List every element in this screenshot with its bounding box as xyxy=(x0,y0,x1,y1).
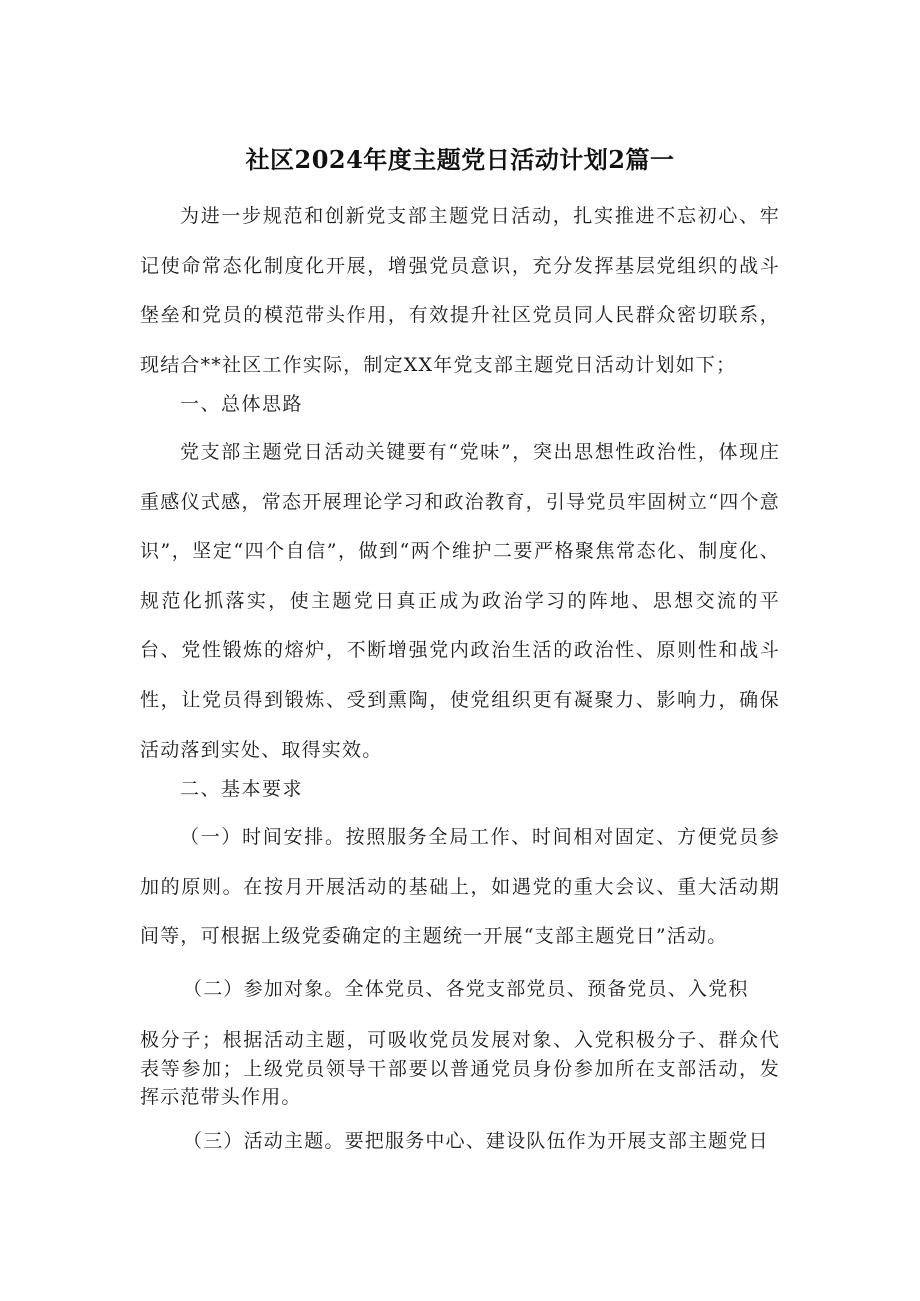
time-arrangement-paragraph: （一）时间安排。按照服务全局工作、时间相对固定、方便党员参加的原则。在按月开展活动的基础上，如遇党的重大会议、重大活动期间等，可根据上级党委确定的主题统一开展“支部主题党日”活动。 xyxy=(140,826,780,948)
document-title: 社区2024年度主题党日活动计划2篇一 xyxy=(245,145,675,174)
intro-paragraph: 为进一步规范和创新党支部主题党日活动，扎实推进不忘初心、牢记使命常态化制度化开展，增强党员意识，充分发挥基层党组织的战斗堡垒和党员的模范带头作用，有效提升社区党员同人民群众密切联系，现结合**社区工作实际，制定XX年党支部主题党日活动计划如下； xyxy=(140,205,780,376)
section-heading-basic-requirements: 二、基本要求 xyxy=(180,778,304,800)
activity-theme-first-line: （三）活动主题。要把服务中心、建设队伍作为开展支部主题党日 xyxy=(183,1130,769,1152)
section-heading-overall-approach: 一、总体思路 xyxy=(180,393,304,415)
participants-paragraph: 极分子；根据活动主题，可吸收党员发展对象、入党积极分子、群众代表等参加；上级党员领导干部要以普通党员身份参加所在支部活动，发挥示范带头作用。 xyxy=(140,1029,780,1108)
participants-first-line: （二）参加对象。全体党员、各党支部党员、预备党员、入党积 xyxy=(183,978,749,1000)
overall-approach-paragraph: 党支部主题党日活动关键要有“党味”，突出思想性政治性，体现庄重感仪式感，常态开展理论学习和政治教育，引导党员牢固树立“四个意识”，坚定“四个自信”，做到“两个维护二要严格聚焦常态化、制度化、规范化抓落实，使主题党日真正成为政治学习的阵地、思想交流的平台、党性锻炼的熔炉，不断增强党内政治生活的政治性、原则性和战斗性，让党员得到锻炼、受到熏陶，使党组织更有凝聚力、影响力，确保活动落到实处、取得实效。 xyxy=(140,441,780,761)
